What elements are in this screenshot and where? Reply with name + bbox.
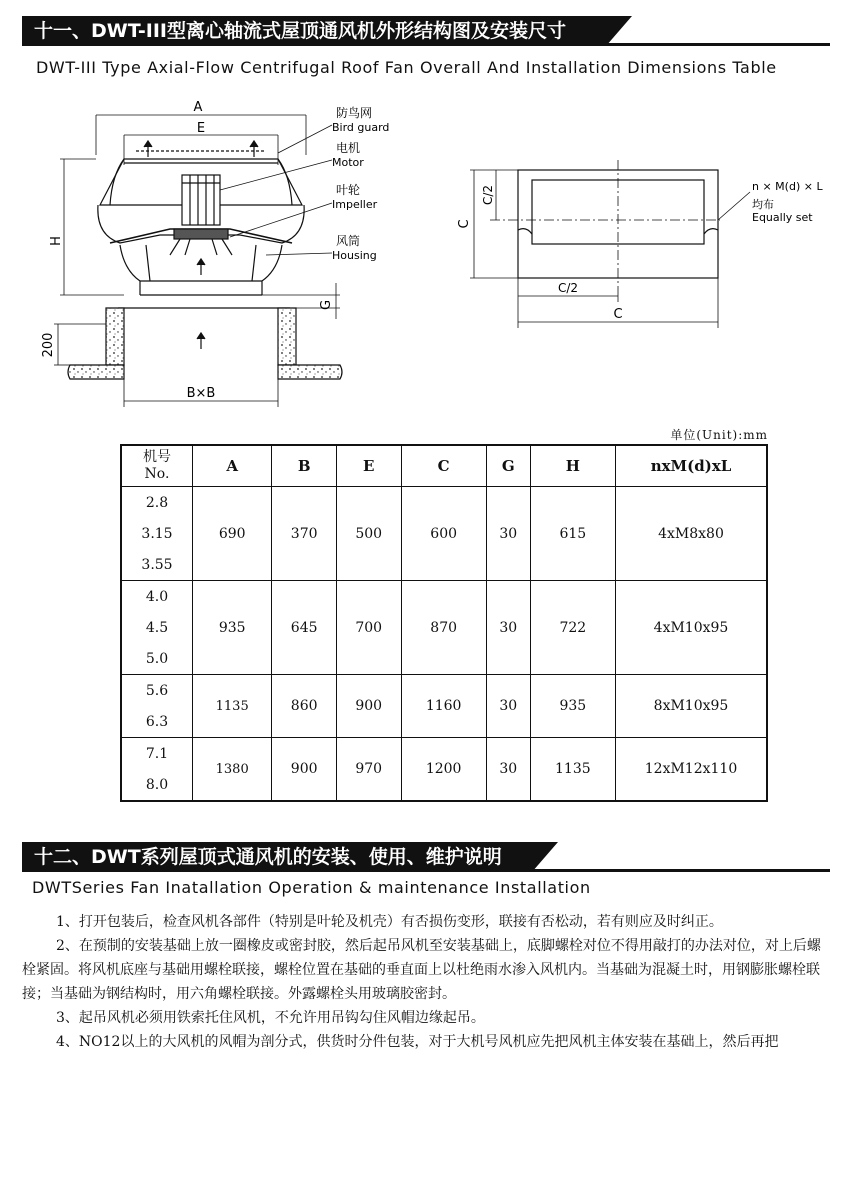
section2-title: 十二、DWT系列屋顶式通风机的安装、使用、维护说明 [34,846,502,868]
table-row [121,738,767,770]
housing-label-en: Housing [332,249,377,262]
value-a: 690 [193,487,272,581]
bolt-spec-label: n × M(d) × L [752,180,823,193]
value-h: 722 [530,581,615,675]
model-no: 5.0 [121,643,193,675]
dim-g-label: G [319,299,334,311]
value-bolt: 8xM10x95 [616,675,768,738]
header-model-no [121,445,193,487]
value-b: 370 [272,487,337,581]
table-row [121,487,767,519]
value-g: 30 [486,738,530,802]
value-a: 935 [193,581,272,675]
housing-label-cn: 风筒 [336,234,361,248]
base-plan-drawing [450,150,830,340]
dim-c-vertical-label: C [457,219,472,229]
value-a: 1135 [193,675,272,738]
value-h: 615 [530,487,615,581]
section2-subtitle: DWTSeries Fan Inatallation Operation & maintenance Installation [32,878,591,897]
value-b: 645 [272,581,337,675]
bird-guard-label-en: Bird guard [332,121,390,134]
header-e: E [336,445,401,487]
model-no: 3.15 [121,518,193,549]
impeller-label-en: Impeller [332,198,378,211]
header-model-no-cn: 机号 [143,449,171,465]
value-h: 935 [530,675,615,738]
value-bolt: 4xM10x95 [616,581,768,675]
header-h: H [530,445,615,487]
value-e: 700 [336,581,401,675]
value-g: 30 [486,487,530,581]
model-no: 4.0 [121,581,193,613]
dim-c-horizontal-label: C [613,307,623,322]
unit-label: 单位(Unit):mm [670,428,768,442]
motor-label-cn: 电机 [336,141,361,155]
instruction-paragraph: 2、在预制的安装基础上放一圈橡皮或密封胶，然后起吊风机至安装基础上，底脚螺栓对位不得用敲打的办法对位，对上后螺栓紧固。将风机底座与基础用螺栓联接，螺栓位置在基础的垂直面上以杜绝雨水渗入风机内。当基础为混凝土时，用钢膨胀螺栓联接；当基础为钢结构时，用六角螺栓联接。外露螺栓头用玻璃胶密封。 [22,938,821,1002]
instruction-paragraph: 3、起吊风机必须用铁索托住风机，不允许用吊钩勾住风帽边缘起吊。 [56,1010,485,1026]
section1-title: 十一、DWT-III型离心轴流式屋顶通风机外形结构图及安装尺寸 [34,20,566,42]
value-a: 1380 [193,738,272,802]
model-no: 5.6 [121,675,193,707]
impeller-label-cn: 叶轮 [336,183,361,197]
section1-title-banner [22,16,606,46]
value-b: 900 [272,738,337,802]
fan-elevation-drawing [40,95,420,415]
header-a: A [193,445,272,487]
model-no: 6.3 [121,706,193,738]
header-model-no-en: No. [144,466,170,482]
header-b: B [272,445,337,487]
dim-c2-horizontal-label: C/2 [557,281,579,295]
model-no: 7.1 [121,738,193,770]
value-c: 1160 [401,675,486,738]
section2-rule [22,869,830,872]
header-c: C [401,445,486,487]
table-row [121,581,767,613]
table-row [121,675,767,707]
dim-bxb-label: B×B [186,386,216,401]
model-no: 2.8 [121,487,193,519]
bird-guard-label-cn: 防鸟网 [336,106,373,120]
value-bolt: 12xM12x110 [616,738,768,802]
dim-c2-vertical-label: C/2 [481,184,495,206]
value-c: 600 [401,487,486,581]
value-e: 500 [336,487,401,581]
motor-label-en: Motor [332,156,364,169]
header-bolt: nxM(d)xL [616,445,768,487]
equally-set-label-cn: 均布 [752,198,774,211]
instruction-paragraph: 4、NO12以上的大风机的风帽为剖分式，供货时分件包装，对于大机号风机应先把风机主体安装在基础上，然后再把 [56,1034,779,1050]
value-e: 970 [336,738,401,802]
dim-200-label: 200 [41,332,56,358]
value-c: 1200 [401,738,486,802]
value-h: 1135 [530,738,615,802]
value-c: 870 [401,581,486,675]
value-b: 860 [272,675,337,738]
dim-a-label: A [193,100,203,115]
dimensions-table [120,444,768,802]
value-e: 900 [336,675,401,738]
section1-subtitle: DWT-III Type Axial-Flow Centrifugal Roof Fan Overall And Installation Dimensions Table [36,58,777,77]
value-g: 30 [486,675,530,738]
instruction-paragraph: 1、打开包装后，检查风机各部件（特别是叶轮及机壳）有否损伤变形，联接有否松动，若有则应及时纠正。 [56,914,723,930]
dim-h-label: H [49,236,64,246]
model-no: 8.0 [121,769,193,801]
value-g: 30 [486,581,530,675]
value-bolt: 4xM8x80 [616,487,768,581]
section2-title-banner [22,842,532,872]
model-no: 4.5 [121,612,193,643]
dim-e-label: E [196,121,206,136]
section1-rule [22,43,830,46]
equally-set-label-en: Equally set [752,211,813,224]
header-g: G [486,445,530,487]
model-no: 3.55 [121,549,193,581]
instructions-text [22,910,830,1054]
